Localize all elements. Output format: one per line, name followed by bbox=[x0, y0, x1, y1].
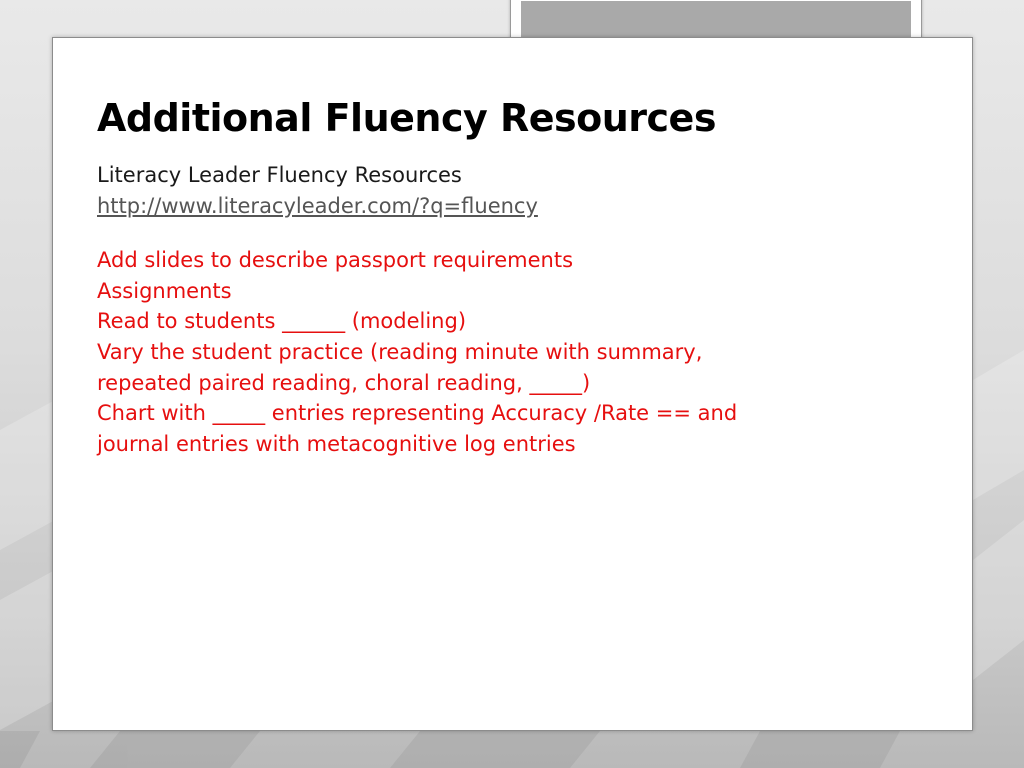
slide-panel bbox=[52, 37, 973, 731]
note-line: Vary the student practice (reading minute with summary, bbox=[97, 339, 703, 364]
note-line: journal entries with metacognitive log entries bbox=[97, 431, 576, 456]
slide-title: Additional Fluency Resources bbox=[97, 96, 716, 140]
slide-body bbox=[97, 160, 917, 459]
note-line: repeated paired reading, choral reading, _____) bbox=[97, 370, 591, 395]
resource-label: Literacy Leader Fluency Resources bbox=[97, 163, 462, 187]
note-line: Assignments bbox=[97, 278, 232, 303]
note-line: Chart with _____ entries representing Accuracy /Rate == and bbox=[97, 401, 738, 426]
note-line: Add slides to describe passport requirements bbox=[97, 248, 574, 273]
paragraph-gap bbox=[97, 221, 917, 245]
note-line: Read to students ______ (modeling) bbox=[97, 309, 467, 334]
resource-link[interactable]: http://www.literacyleader.com/?q=fluency bbox=[97, 193, 538, 218]
